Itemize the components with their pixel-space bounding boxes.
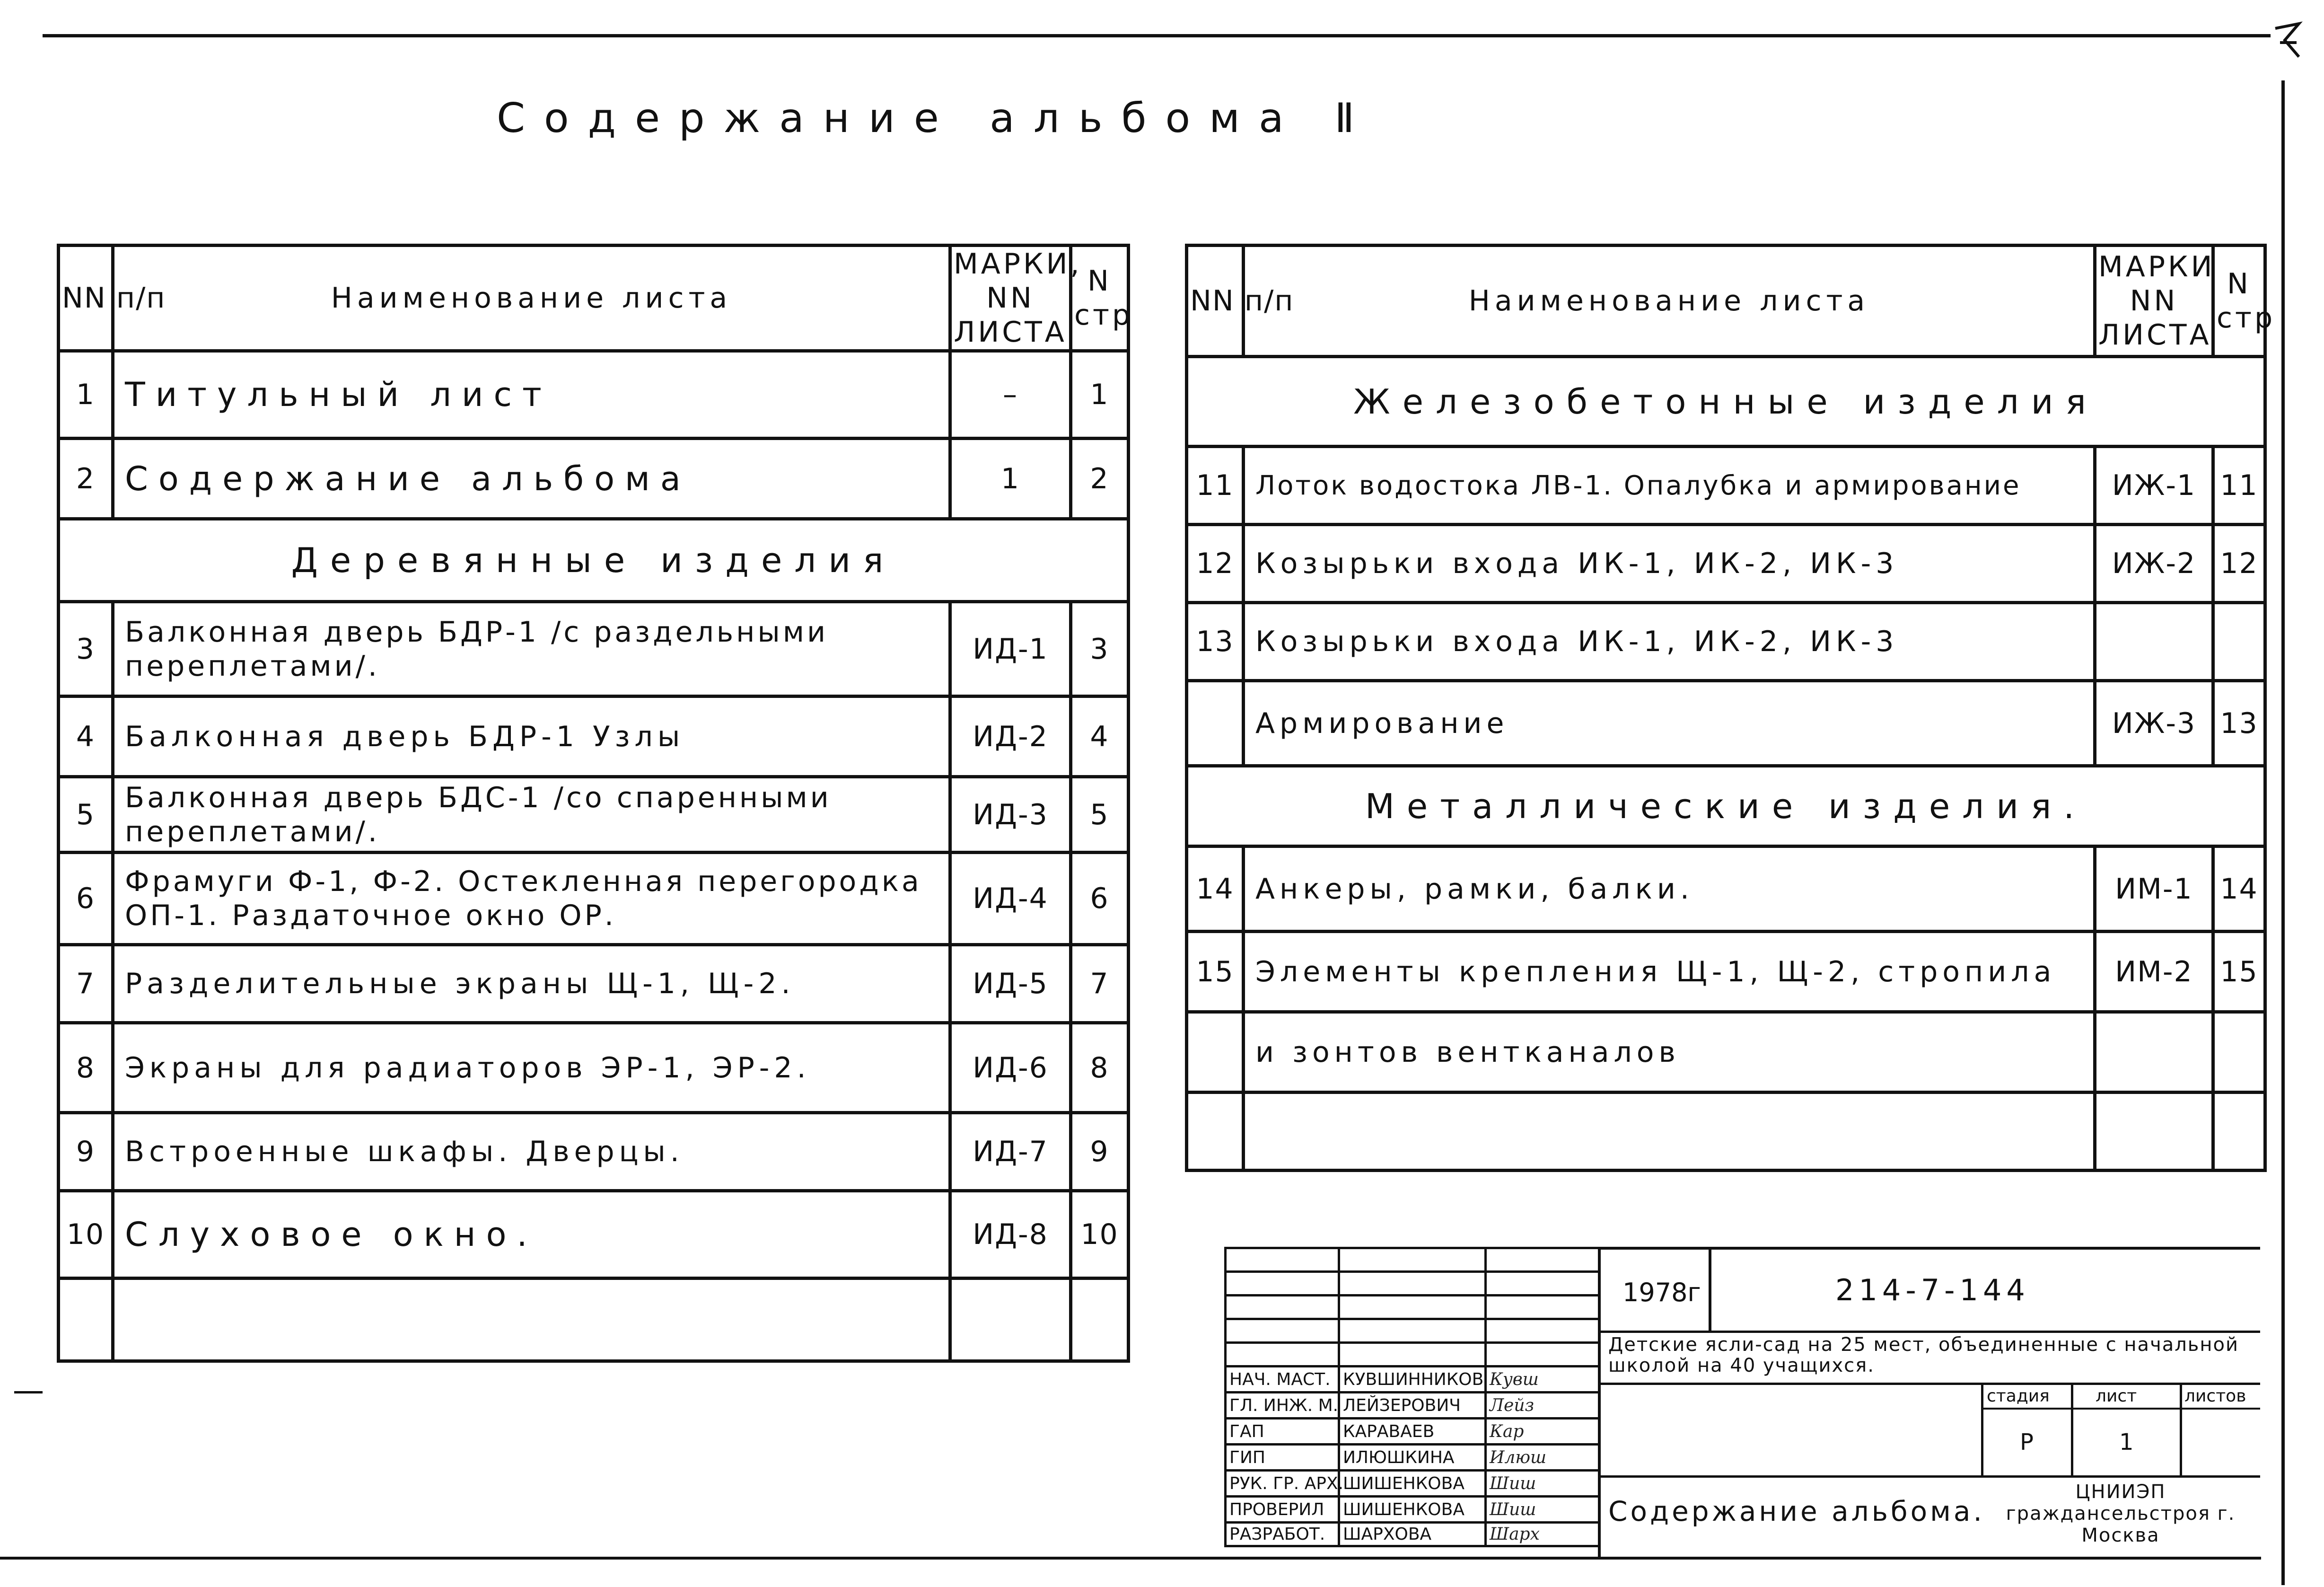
table-row [59,1113,1129,1191]
row-name: Элементы крепления Щ-1, Щ-2, стропила [1244,932,2095,1012]
stamp-person-row [1226,1367,1599,1393]
person-role: ГИП [1226,1445,1339,1471]
row-page: 12 [2213,525,2265,603]
stamp-blank-row [1226,1343,1599,1367]
row-num: 10 [59,1191,113,1278]
table-row [1187,846,2265,932]
row-num: 3 [59,602,113,697]
row-name: Фрамуги Ф-1, Ф-2. Остекленная перегородка ОП-1. Раздаточное окно ОР. [113,853,950,945]
person-signature: Шарх [1486,1523,1599,1546]
row-name: Разделительные экраны Щ-1, Щ-2. [113,945,950,1023]
stamp-person-row [1226,1445,1599,1471]
stamp-stage-header-line [1981,1408,2260,1410]
stamp-blank-row [1226,1319,1599,1343]
row-num [1187,681,1244,766]
row-num: 12 [1187,525,1244,603]
table-row [1187,1012,2265,1093]
person-name: ШИШЕНКОВА [1339,1471,1486,1497]
row-name: Слуховое окно. [113,1191,950,1278]
row-num: 2 [59,439,113,519]
col-header-page: N стр [1071,246,1129,351]
row-num: 11 [1187,447,1244,525]
table-row [59,1023,1129,1113]
row-mark: ИМ-2 [2095,932,2213,1012]
bottom-frame-line [0,1557,2261,1560]
section-row [59,519,1129,602]
row-page: 2 [1071,439,1129,519]
row-mark: ИД-3 [950,777,1071,853]
row-page [2213,1012,2265,1093]
row-num: 1 [59,351,113,439]
person-role: НАЧ. МАСТ. [1226,1367,1339,1393]
row-num: 5 [59,777,113,853]
blank-cell [1339,1296,1486,1319]
row-num: 13 [1187,603,1244,681]
stamp-project-line [1598,1383,2260,1385]
table-row-empty [1187,1093,2265,1171]
corner-scribble-icon [2271,19,2304,62]
stamp-top-line [1598,1247,2260,1250]
row-num: 6 [59,853,113,945]
blank-cell [1486,1319,1599,1343]
stamp-stage-value-line [1598,1475,2260,1478]
row-num: 4 [59,697,113,777]
stamp-sheets-divider [2180,1383,2182,1476]
row-mark [2095,1012,2213,1093]
stamp-person-row [1226,1497,1599,1523]
col-header-page: N стр [2213,246,2265,357]
person-signature: Лейз [1486,1393,1599,1419]
top-frame-line [43,34,2271,37]
row-page: 13 [2213,681,2265,766]
row-mark [950,1278,1071,1361]
table-row [1187,932,2265,1012]
blank-cell [1226,1296,1339,1319]
row-page: 6 [1071,853,1129,945]
row-name: Экраны для радиаторов ЭР-1, ЭР-2. [113,1023,950,1113]
row-mark: ИЖ-1 [2095,447,2213,525]
row-mark: ИД-8 [950,1191,1071,1278]
person-name: КАРАВАЕВ [1339,1419,1486,1445]
row-page: 5 [1071,777,1129,853]
stamp-organization: ЦНИИЭП граждансельстроя г. Москва [2006,1481,2236,1546]
stamp-blank-row [1226,1296,1599,1319]
row-mark: ИЖ-2 [2095,525,2213,603]
person-role: РУК. ГР. АРХ. [1226,1471,1339,1497]
row-num [1187,1012,1244,1093]
row-page: 11 [2213,447,2265,525]
row-mark: ИМ-1 [2095,846,2213,932]
stamp-blank-row [1226,1248,1599,1272]
stamp-signatures-table [1224,1247,1600,1547]
stamp-sheet-title: Содержание альбома. [1608,1495,1985,1527]
row-page: 14 [2213,846,2265,932]
row-mark: ИД-7 [950,1113,1071,1191]
table-row [59,351,1129,439]
row-name: Титульный лист [113,351,950,439]
section-heading: Металлические изделия. [1187,766,2265,846]
person-signature: Шиш [1486,1497,1599,1523]
section-row [1187,766,2265,846]
stamp-sheet-value: 1 [2119,1429,2134,1455]
stamp-person-row [1226,1419,1599,1445]
stamp-year: 1978г [1622,1278,1701,1307]
person-role: ГАП [1226,1419,1339,1445]
stamp-code: 214-7-144 [1835,1273,2030,1307]
stamp-person-row [1226,1523,1599,1546]
table-header-row [59,246,1129,351]
page-title: Содержание альбома Ⅱ [497,95,1374,142]
row-name: Встроенные шкафы. Дверцы. [113,1113,950,1191]
col-header-mark: МАРКИ, NN ЛИСТА [950,246,1071,351]
row-mark [2095,603,2213,681]
col-header-mark: МАРКИ NN ЛИСТА [2095,246,2213,357]
col-header-num: NN п/п [59,246,113,351]
row-page: 7 [1071,945,1129,1023]
row-name [113,1278,950,1361]
section-row [1187,357,2265,447]
row-num: 9 [59,1113,113,1191]
person-signature: Илюш [1486,1445,1599,1471]
table-row [1187,525,2265,603]
blank-cell [1486,1272,1599,1296]
table-row [59,853,1129,945]
table-row [1187,447,2265,525]
stamp-sheets-header: листов [2184,1386,2246,1406]
stamp-year-divider [1709,1247,1711,1332]
stamp-sheet-header: лист [2096,1386,2137,1406]
row-num: 15 [1187,932,1244,1012]
row-name: Лоток водостока ЛВ-1. Опалубка и армирование [1244,447,2095,525]
row-mark: ИД-4 [950,853,1071,945]
person-signature: Кувш [1486,1367,1599,1393]
blank-cell [1226,1272,1339,1296]
table-row [59,602,1129,697]
row-name: Анкеры, рамки, балки. [1244,846,2095,932]
table-row [59,439,1129,519]
row-mark: ИЖ-3 [2095,681,2213,766]
row-page: 1 [1071,351,1129,439]
blank-cell [1486,1343,1599,1367]
left-margin-tick [14,1391,43,1393]
row-mark: ИД-6 [950,1023,1071,1113]
row-mark: ИД-2 [950,697,1071,777]
col-header-num: NN п/п [1187,246,1244,357]
table-row [59,945,1129,1023]
blank-cell [1486,1248,1599,1272]
row-num: 7 [59,945,113,1023]
table-row [59,1191,1129,1278]
person-name: КУВШИННИКОВ [1339,1367,1486,1393]
person-name: ШАРХОВА [1339,1523,1486,1546]
col-header-name: Наименование листа [1244,246,2095,357]
person-signature: Шиш [1486,1471,1599,1497]
row-name: Содержание альбома [113,439,950,519]
row-page [2213,603,2265,681]
person-role: ГЛ. ИНЖ. М. [1226,1393,1339,1419]
person-role: РАЗРАБОТ. [1226,1523,1339,1546]
row-page: 9 [1071,1113,1129,1191]
person-name: ЛЕЙЗЕРОВИЧ [1339,1393,1486,1419]
stamp-sheet-divider [2071,1383,2073,1476]
row-mark [2095,1093,2213,1171]
row-page: 3 [1071,602,1129,697]
person-signature: Кар [1486,1419,1599,1445]
row-name [1244,1093,2095,1171]
row-name: Козырьки входа ИК-1, ИК-2, ИК-3 [1244,603,2095,681]
stamp-stage-divider [1981,1383,1983,1476]
row-mark: – [950,351,1071,439]
row-num: 8 [59,1023,113,1113]
row-page: 4 [1071,697,1129,777]
blank-cell [1339,1319,1486,1343]
section-heading: Железобетонные изделия [1187,357,2265,447]
left-contents-table [57,244,1133,1363]
row-name: Балконная дверь БДР-1 /с раздельными переплетами/. [113,602,950,697]
row-num [1187,1093,1244,1171]
blank-cell [1226,1343,1339,1367]
row-num: 14 [1187,846,1244,932]
blank-cell [1339,1248,1486,1272]
table-row [59,697,1129,777]
blank-cell [1339,1343,1486,1367]
row-page: 15 [2213,932,2265,1012]
row-page: 10 [1071,1191,1129,1278]
person-name: ШИШЕНКОВА [1339,1497,1486,1523]
blank-cell [1339,1272,1486,1296]
section-heading: Деревянные изделия [59,519,1129,602]
row-name: Балконная дверь БДР-1 Узлы [113,697,950,777]
table-row [59,777,1129,853]
row-name: Армирование [1244,681,2095,766]
stamp-year-line [1598,1331,2260,1333]
row-num [59,1278,113,1361]
right-contents-table [1185,244,2276,1172]
stamp-stage-header: стадия [1987,1386,2050,1406]
stamp-divider [1598,1247,1601,1557]
stamp-blank-row [1226,1272,1599,1296]
right-frame-line [2281,80,2285,1585]
col-header-name: Наименование листа [113,246,950,351]
table-row [1187,681,2265,766]
table-row [1187,603,2265,681]
table-row-empty [59,1278,1129,1361]
blank-cell [1226,1248,1339,1272]
blank-cell [1486,1296,1599,1319]
row-page [1071,1278,1129,1361]
row-page: 8 [1071,1023,1129,1113]
stamp-project-title: Детские ясли-сад на 25 мест, объединенные с начальной школой на 40 учащихся. [1608,1334,2239,1376]
stamp-person-row [1226,1393,1599,1419]
person-role: ПРОВЕРИЛ [1226,1497,1339,1523]
row-mark: ИД-5 [950,945,1071,1023]
row-page [2213,1093,2265,1171]
row-name: и зонтов вентканалов [1244,1012,2095,1093]
row-mark: 1 [950,439,1071,519]
table-header-row [1187,246,2265,357]
stamp-person-row [1226,1471,1599,1497]
blank-cell [1226,1319,1339,1343]
row-mark: ИД-1 [950,602,1071,697]
row-name: Козырьки входа ИК-1, ИК-2, ИК-3 [1244,525,2095,603]
row-name: Балконная дверь БДС-1 /со спаренными переплетами/. [113,777,950,853]
person-name: ИЛЮШКИНА [1339,1445,1486,1471]
stamp-stage-value: Р [2020,1429,2034,1455]
